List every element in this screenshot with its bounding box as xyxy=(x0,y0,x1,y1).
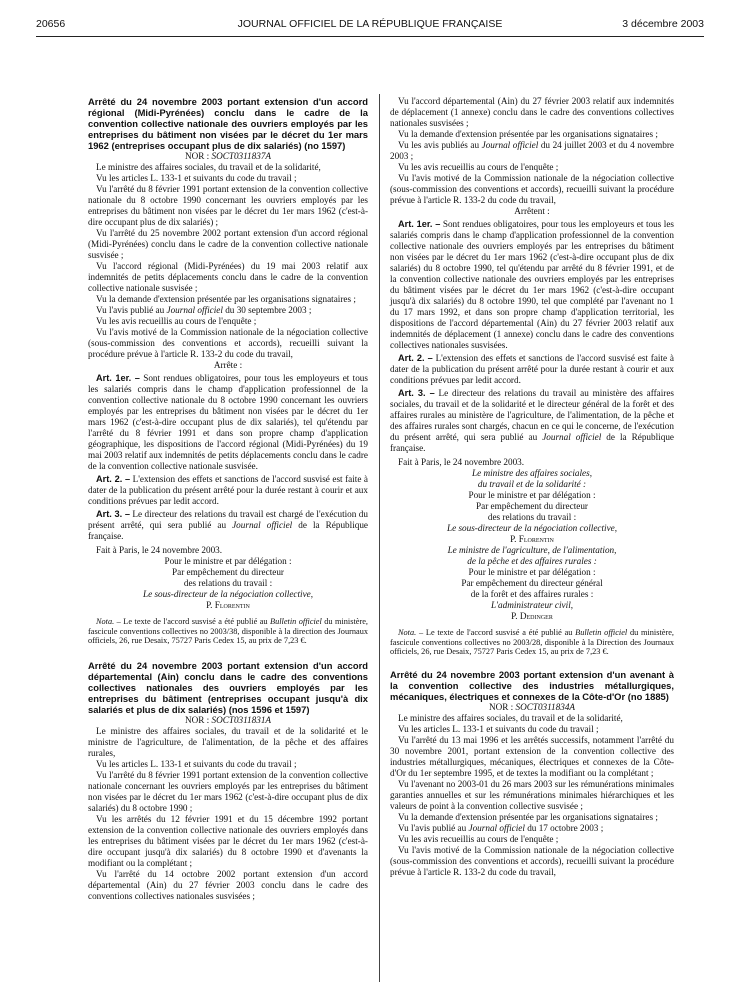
article-label: Art. 2. – xyxy=(96,474,131,484)
signature-line: Pour le ministre et par délégation : xyxy=(468,490,596,500)
paragraph: Le ministre des affaires sociales, du travail et de la solidarité, xyxy=(398,712,623,723)
decree-3-nor xyxy=(390,702,674,713)
spacer xyxy=(88,646,368,660)
signature-line: du travail et de la solidarité : xyxy=(477,479,587,489)
text: Vu l'avis publié au xyxy=(96,305,167,315)
paragraph xyxy=(88,305,368,316)
article-1 xyxy=(390,219,674,351)
signature-line: des relations du travail : xyxy=(487,512,577,522)
article-text: Sont rendues obligatoires, pour tous les employeurs et tous les salariés compris dans le champ d'application professionnel de la convention collective nationale des ouvriers employés par les entreprises du bâtiment non visées par le décret du 1er mars 1962 (c'est-à-dire occupant plus de dix salariés) du 8 octobre 1990, tel qu'étendu par arrêté du 8 février 1991, et de la convention collective nationale des ouvriers employés par les entreprises du bâtiment visées par le décret du 1er mars 1962 (c'est-à-dire occupant jusqu'à dix salariés) du 8 octobre 1990, tel que complété par l'avenant no 1 du 17 mars 1992, et dans son propre champ d'application territorial, les dispositions de l'accord départemental (Ain) du 27 février 2003 relatif aux indemnités de déplacement (1 annexe) conclu dans le cadre des conventions collectives nationales susvisées. xyxy=(390,219,674,350)
text: du 17 octobre 2003 ; xyxy=(524,822,604,833)
article-label: Art. 3. – xyxy=(96,509,130,519)
article-label: Art. 1er. – xyxy=(398,219,441,229)
paragraph xyxy=(390,823,674,834)
signature-line: L'administrateur civil, xyxy=(490,600,574,610)
decree-1-nota xyxy=(88,617,368,646)
arrete-heading: Arrêtent : xyxy=(514,206,550,216)
journal-ref: Journal officiel xyxy=(468,822,525,833)
bulletin-ref: Bulletin officiel xyxy=(270,617,322,626)
paragraph: Vu les arrêtés du 12 février 1991 et du 15 décembre 1992 portant extension de la convention collective nationale des ouvriers employés dans les entreprises du bâtiment visées par le décret du 1er mars 1962 (c'est-à-dire occupant jusqu'à dix salariés) du 8 octobre 1990 et d'avenants la modifiant ou la complétant ; xyxy=(88,813,368,868)
nor-code: SOCT0311834A xyxy=(515,701,576,712)
text: Vu l'avis publié au xyxy=(398,822,469,833)
paragraph: Vu les avis recueillis au cours de l'enquête ; xyxy=(398,833,559,844)
signature-line: Le sous-directeur de la négociation collective, xyxy=(142,589,314,599)
article-text: de la République française. xyxy=(390,432,674,453)
decree-1-nor xyxy=(88,151,368,162)
paragraph: Vu l'accord départemental (Ain) du 27 février 2003 relatif aux indemnités de déplacement (1 annexe) conclu dans le cadre des conventions collectives nationales susvisées ; xyxy=(390,96,674,128)
nor-code: SOCT0311831A xyxy=(211,714,272,725)
nor-code: SOCT0311837A xyxy=(211,151,272,161)
paragraph: Vu l'arrêté du 25 novembre 2002 portant extension d'un accord régional (Midi-Pyrénées) conclu dans le cadre de la convention collective nationale susvisée ; xyxy=(88,228,368,260)
signature-line: Pour le ministre et par délégation : xyxy=(164,556,292,566)
signature-line: Le ministre de l'agriculture, de l'alimentation, xyxy=(447,545,617,555)
article-3 xyxy=(88,509,368,542)
paragraph: Vu l'arrêté du 8 février 1991 portant extension de la convention collective nationale concernant les ouvriers employés par les entreprises du bâtiment non visées par le décret du 1er mars 1962 (c'est-à-dire occupant plus de dix salariés) du 8 octobre 1990 ; xyxy=(88,769,368,813)
paragraph: Vu les articles L. 133-1 et suivants du code du travail ; xyxy=(398,723,599,734)
signature-line: de la forêt et des affaires rurales : xyxy=(470,589,594,599)
paragraph: Vu l'arrêté du 14 octobre 2002 portant extension d'un accord départemental (Ain) du 27 février 2003 conclu dans le cadre des conventions collectives nationales susvisées ; xyxy=(88,868,368,901)
signature-line: Pour le ministre et par délégation : xyxy=(468,567,596,577)
signature-date: Fait à Paris, le 24 novembre 2003. xyxy=(398,457,525,467)
paragraph: Vu l'avis motivé de la Commission nationale de la négociation collective (sous-commission des conventions et accords), recueilli suivant la procédure prévue à l'article R. 133-2 du code du travail, xyxy=(88,327,368,359)
header-rule xyxy=(36,36,704,37)
paragraph: Vu l'arrêté du 8 février 1991 portant extension de la convention collective nationale du 8 octobre 1990 concernant les ouvriers employés par les entreprises du bâtiment non visées par le décret du 1er mars 1962 (c'est-à-dire occupant plus de dix salariés) ; xyxy=(88,184,368,227)
paragraph: Vu les articles L. 133-1 et suivants du code du travail ; xyxy=(96,758,297,769)
text: du ministère, fascicule conventions collectives no 2003/28, disponible à la Direction des Journaux officiels, 26, rue Desaix, 75727 Paris Cedex 15, au prix de 7,23 €. xyxy=(390,628,674,657)
issue-date: 3 décembre 2003 xyxy=(622,18,704,30)
paragraph: Vu la demande d'extension présentée par les organisations signataires ; xyxy=(96,294,356,304)
article-text: Le directeur des relations du travail est chargé de l'exécution du présent arrêté, qui sera publié au xyxy=(88,509,368,530)
paragraph: Vu l'avenant no 2003-01 du 26 mars 2003 sur les rémunérations minimales garanties annuelles et sur les rémunérations minimales hiérarchiques et les valeurs de point à la convention collective susvisée ; xyxy=(390,778,674,811)
article-label: Art. 3. – xyxy=(398,388,435,398)
decree-2-nor xyxy=(88,715,368,726)
article-2 xyxy=(88,474,368,507)
article-label: Art. 2. – xyxy=(398,353,433,363)
nor-prefix: NOR : xyxy=(488,701,516,712)
bulletin-ref: Bulletin officiel xyxy=(575,628,628,637)
paragraph: Vu la demande d'extension présentée par les organisations signataires ; xyxy=(398,811,658,822)
text: Vu les avis publiés au xyxy=(398,140,482,150)
spacer xyxy=(390,657,674,669)
decree-2-title: Arrêté du 24 novembre 2003 portant extension d'un accord départemental (Ain) conclu dans le cadre des conventions collectives nationales des ouvriers employés par les entreprises du bâtiment (entreprises occupant jusqu'à dix salariés et plus de dix salariés) (nos 1596 et 1597) xyxy=(88,659,368,715)
article-text: de la République française. xyxy=(88,520,369,541)
text: du ministère, fascicule conventions collectives no 2003/38, disponible à la direction des Journaux officiels, 26, rue Desaix, 75727 Paris Cedex 15, au prix de 7,23 €. xyxy=(88,617,368,646)
journal-ref: Journal officiel xyxy=(166,305,223,315)
signature-line: Par empêchement du directeur xyxy=(476,501,588,511)
nota-label: Nota. xyxy=(398,628,417,637)
signature-line: de la pêche et des affaires rurales : xyxy=(467,556,597,566)
journal-ref: Journal officiel xyxy=(542,432,602,442)
article-text: L'extension des effets et sanctions de l'accord susvisé est faite à dater de la publication du présent arrêté pour la durée restant à courir et aux conditions prévues par ledit accord. xyxy=(88,474,368,506)
text: – Le texte de l'accord susvisé a été publié au xyxy=(416,628,576,637)
signature-line: Le sous-directeur de la négociation collective, xyxy=(446,523,618,533)
paragraph: Le ministre des affaires sociales, du travail et de la solidarité et le ministre de l'agriculture, de l'alimentation, de la pêche et des affaires rurales, xyxy=(88,725,368,758)
paragraph: Vu l'avis motivé de la Commission nationale de la négociation collective (sous-commission des conventions et accords), recueilli suivant la procédure prévue à l'article R. 133-2 du code du travail, xyxy=(390,173,674,205)
signatory-name: P. Dedinger xyxy=(511,611,553,621)
paragraph: Vu l'arrêté du 13 mai 1996 et les arrêtés successifs, notamment l'arrêté du 30 novembre 2001, portant extension de la convention collective des industries métallurgiques, mécaniques, électriques et connexes de la Côte-d'Or du 1er septembre 1995, et de textes la modifiant ou la complétant ; xyxy=(390,734,674,778)
signature-line: Par empêchement du directeur général xyxy=(461,578,603,588)
article-text: Le directeur des relations du travail au ministère des affaires sociales, du travail et de la solidarité et le directeur général de la forêt et des affaires rurales au ministère de l'agriculture, de l'alimentation, de la pêche et des affaires rurales sont chargés, chacun en ce qui le concerne, de l'exécution du présent arrêté, qui sera publié au xyxy=(390,388,674,442)
column-divider xyxy=(379,94,380,982)
signature-date: Fait à Paris, le 24 novembre 2003. xyxy=(96,545,223,555)
article-text: L'extension des effets et sanctions de l'accord susvisé est faite à dater de la publication du présent arrêté pour la durée restant à courir et aux conditions prévues par ledit accord. xyxy=(390,353,675,385)
text: du 30 septembre 2003 ; xyxy=(222,305,312,315)
article-2 xyxy=(390,353,674,386)
paragraph: Vu les avis recueillis au cours de l'enquête ; xyxy=(96,316,257,326)
page-header xyxy=(36,18,704,32)
signatory-name: P. Florentin xyxy=(206,600,250,610)
article-text: Sont rendues obligatoires, pour tous les employeurs et tous les salariés compris dans le champ d'application professionnel de la convention collective nationale du 8 octobre 1990 concernant les ouvriers employés par les entreprises du bâtiment non visées par le décret du 1er mars 1962 (c'est-à-dire occupant plus de dix salariés), tel qu'étendu par l'arrêté du 8 février 1991 et dans son propre champ d'application géographique, les dispositions de l'accord régional (Midi-Pyrénées) du 19 mai 2003 relatif aux indemnités de petits déplacements conclu dans le cadre de la convention collective nationale susvisée. xyxy=(88,373,368,471)
nor-prefix: NOR : xyxy=(184,714,212,725)
signature-line: Par empêchement du directeur xyxy=(172,567,284,577)
paragraph: Vu la demande d'extension présentée par les organisations signataires ; xyxy=(398,129,658,139)
text: – Le texte de l'accord susvisé a été publié au xyxy=(114,617,271,626)
right-column xyxy=(390,96,674,878)
journal-ref: Journal officiel xyxy=(481,140,539,150)
signature-line: Le ministre des affaires sociales, xyxy=(471,468,593,478)
text: du 24 juillet 2003 et du 4 novembre 2003 ; xyxy=(390,140,674,161)
paragraph: Vu les articles L. 133-1 et suivants du code du travail ; xyxy=(96,173,297,183)
paragraph xyxy=(390,140,674,162)
signature-line: des relations du travail : xyxy=(183,578,273,588)
decree-3-title: Arrêté du 24 novembre 2003 portant extension d'un avenant à la convention collective des industries métallurgiques, mécaniques, électriques et connexes de la Côte-d'Or (no 1885) xyxy=(390,668,674,702)
journal-ref: Journal officiel xyxy=(232,520,293,530)
left-column xyxy=(88,96,368,902)
journal-title: JOURNAL OFFICIEL DE LA RÉPUBLIQUE FRANÇAISE xyxy=(237,18,503,30)
signatory-name: P. Florentin xyxy=(510,534,554,544)
nota-label: Nota. xyxy=(96,617,115,626)
page-number: 20656 xyxy=(36,18,66,30)
paragraph: Vu l'accord régional (Midi-Pyrénées) du 19 mai 2003 relatif aux indemnités de petits déplacements conclu dans le cadre de la convention collective nationale susvisée ; xyxy=(88,261,368,293)
nor-prefix: NOR : xyxy=(184,151,212,161)
article-1 xyxy=(88,373,368,472)
paragraph: Vu l'avis motivé de la Commission nationale de la négociation collective (sous-commission des conventions et accords), recueilli suivant la procédure prévue à l'article R. 133-2 du code du travail, xyxy=(390,844,674,877)
arrete-heading: Arrête : xyxy=(213,360,243,370)
decree-2-nota xyxy=(390,628,674,657)
article-label: Art. 1er. – xyxy=(96,373,140,383)
decree-1-title: Arrêté du 24 novembre 2003 portant extension d'un accord régional (Midi-Pyrénées) conclu dans le cadre de la convention collective nationale des ouvriers employés par les entreprises du bâtiment non visées par le décret du 1er mars 1962 (entreprises occupant plus de dix salariés) (no 1597) xyxy=(88,96,368,151)
article-3 xyxy=(390,388,674,454)
paragraph: Le ministre des affaires sociales, du travail et de la solidarité, xyxy=(96,162,321,172)
paragraph: Vu les avis recueillis au cours de l'enquête ; xyxy=(398,162,559,172)
